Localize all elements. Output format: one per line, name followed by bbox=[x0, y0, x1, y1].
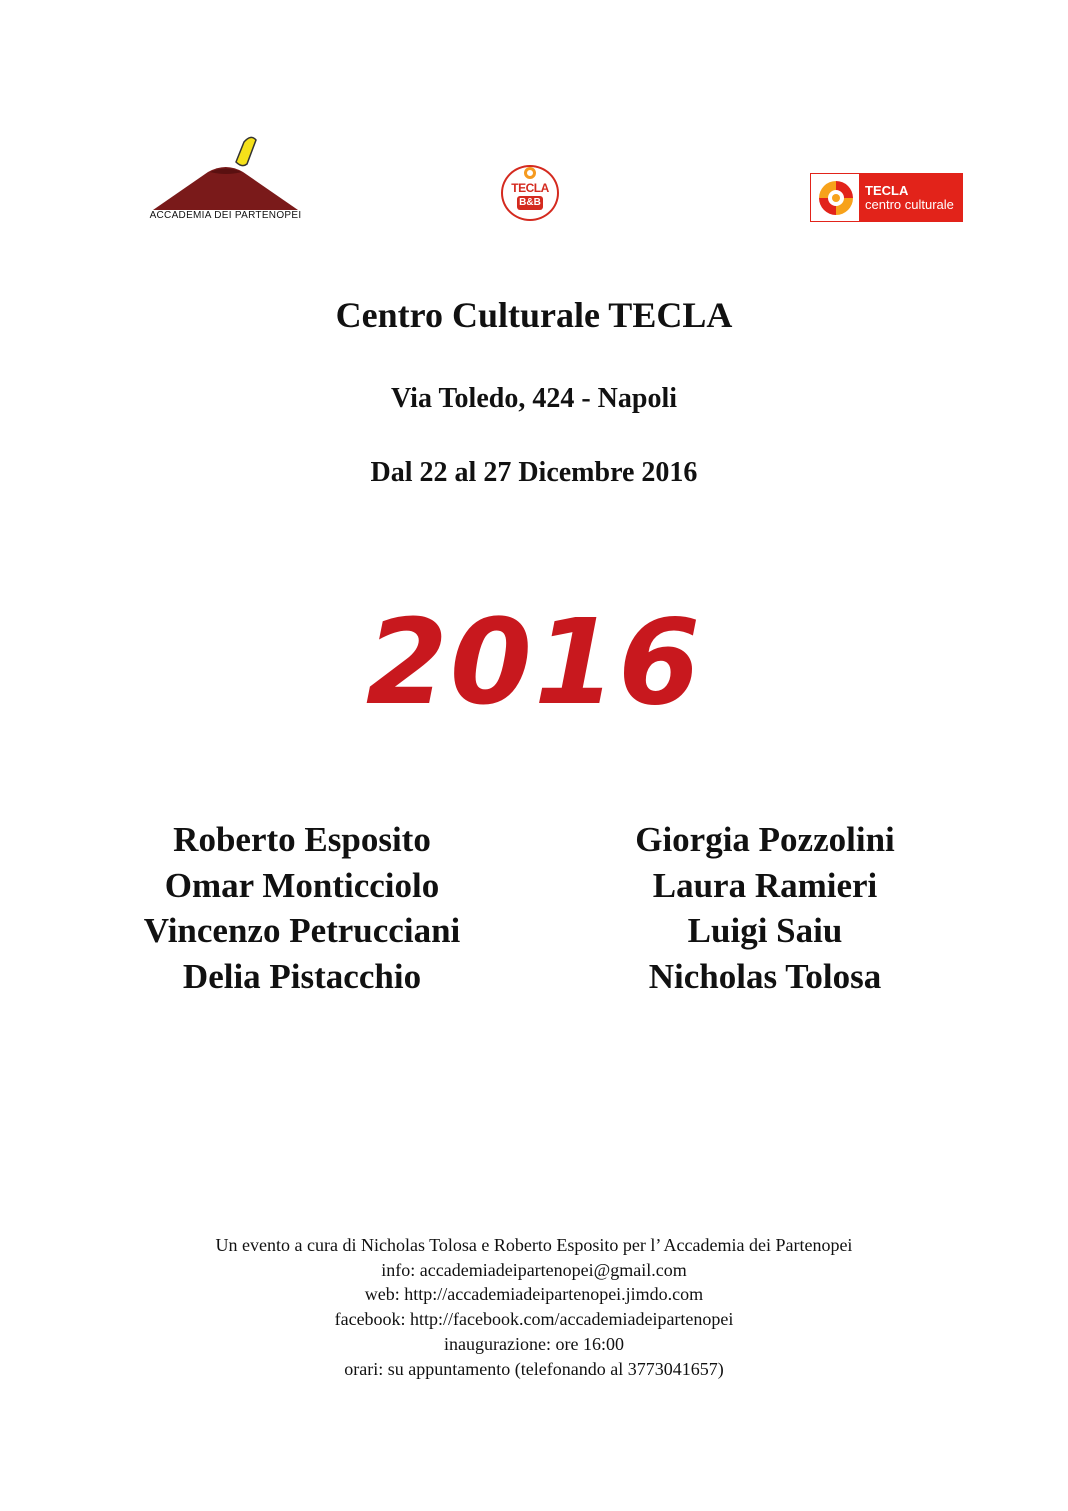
tecla-bb-sub: B&B bbox=[517, 196, 543, 210]
tecla-logo-name: TECLA bbox=[865, 183, 909, 198]
artist-name: Laura Ramieri bbox=[652, 865, 878, 905]
tecla-bb-name: TECLA bbox=[511, 181, 549, 195]
page-title: Centro Culturale TECLA bbox=[335, 295, 733, 335]
artist-name: Luigi Saiu bbox=[687, 911, 843, 950]
footer-hours: orari: su appuntamento (telefonando al 3773041657) bbox=[344, 1358, 724, 1379]
footer-web: web: http://accademiadeipartenopei.jimdo.com bbox=[364, 1284, 704, 1305]
spiral-icon bbox=[819, 181, 853, 215]
footer-opening: inaugurazione: ore 16:00 bbox=[444, 1333, 624, 1354]
tecla-bb-logo bbox=[500, 165, 562, 223]
volcano-icon bbox=[148, 132, 303, 212]
artists-left-column bbox=[62, 817, 542, 999]
footer-email: info: accademiadeipartenopei@gmail.com bbox=[381, 1259, 687, 1280]
artist-name: Omar Monticciolo bbox=[164, 865, 440, 905]
tecla-icon-box bbox=[810, 173, 860, 222]
artist-name: Delia Pistacchio bbox=[182, 956, 422, 996]
footer-facebook: facebook: http://facebook.com/accademiadeipartenopei bbox=[334, 1309, 734, 1330]
footer-info bbox=[0, 1233, 1068, 1381]
artist-name: Roberto Esposito bbox=[173, 820, 431, 859]
artists-right-column bbox=[525, 817, 1005, 999]
venue-address: Via Toledo, 424 - Napoli bbox=[390, 383, 677, 414]
accademia-logo bbox=[148, 132, 303, 227]
swirl-icon bbox=[524, 167, 536, 179]
tecla-centro-culturale-logo bbox=[810, 173, 963, 222]
artist-name: Nicholas Tolosa bbox=[648, 956, 882, 996]
artist-name: Vincenzo Petrucciani bbox=[143, 911, 461, 950]
tecla-logo-sub: centro culturale bbox=[865, 197, 954, 212]
artist-name: Giorgia Pozzolini bbox=[635, 820, 895, 859]
year-display: 2016 bbox=[365, 593, 703, 731]
event-dates: Dal 22 al 27 Dicembre 2016 bbox=[370, 457, 698, 488]
footer-organizers: Un evento a cura di Nicholas Tolosa e Roberto Esposito per l’ Accademia dei Partenopei bbox=[215, 1235, 853, 1255]
accademia-logo-text: ACCADEMIA DEI PARTENOPEI bbox=[149, 210, 302, 221]
